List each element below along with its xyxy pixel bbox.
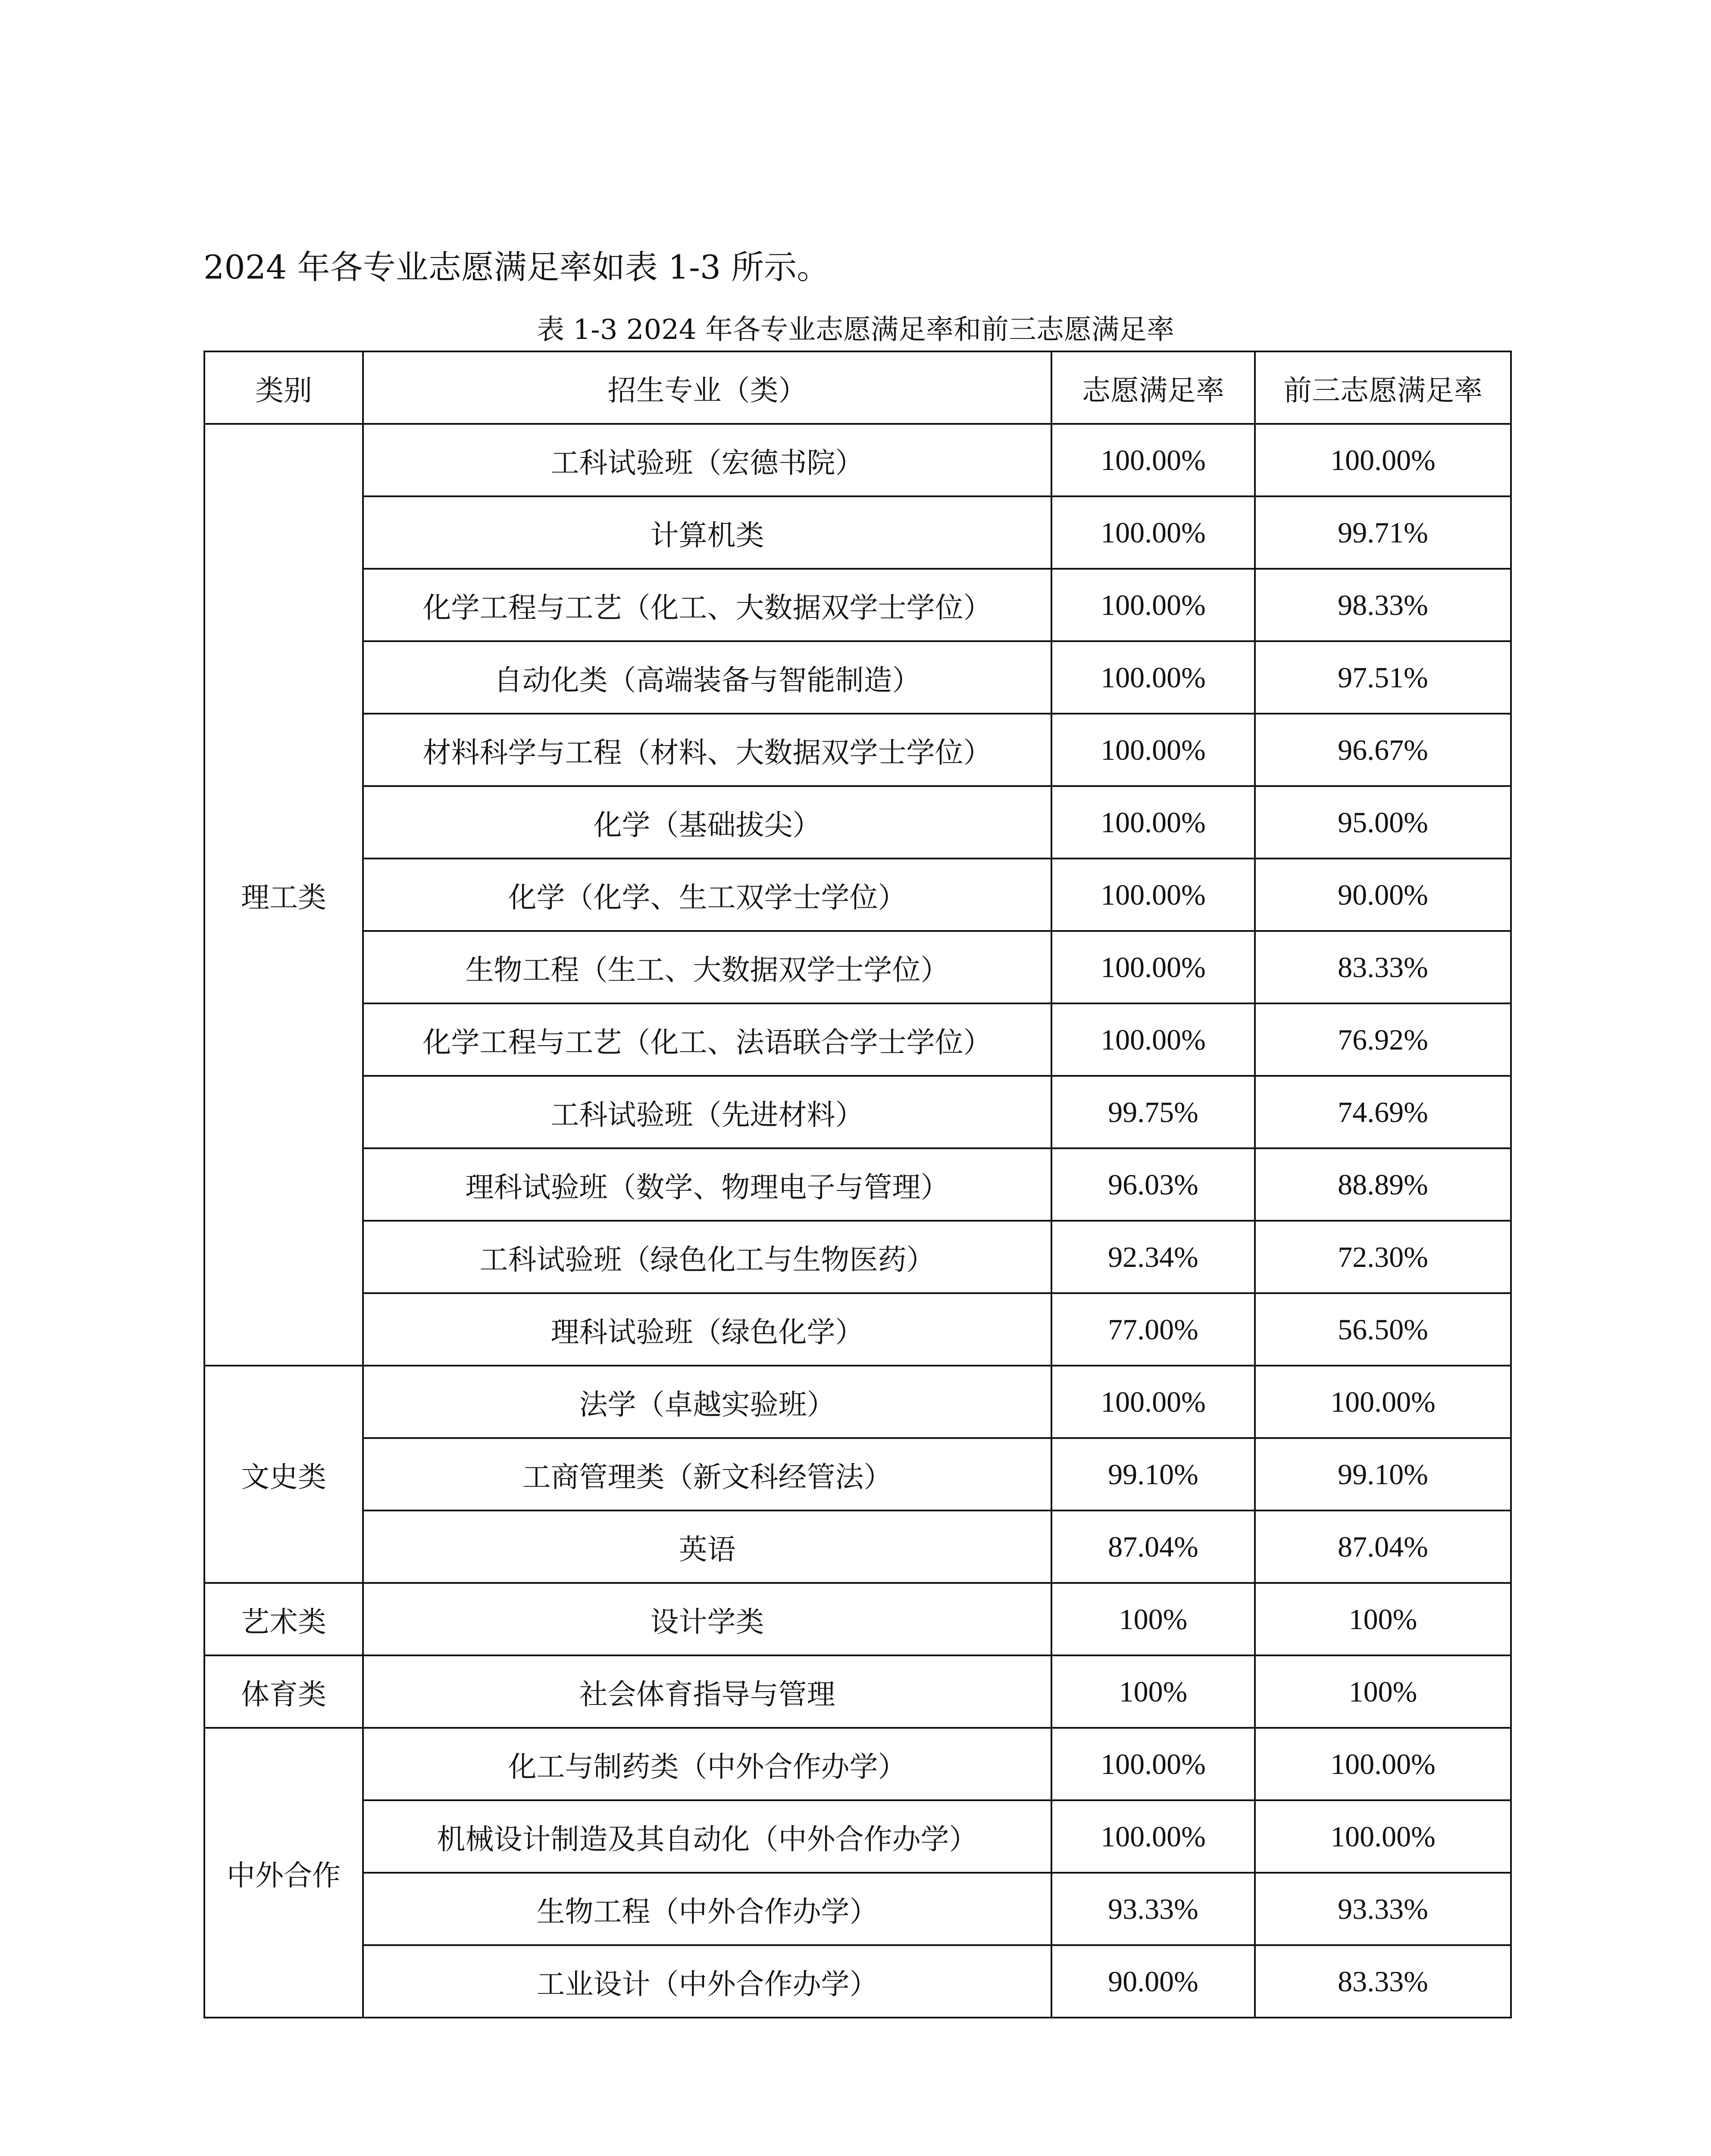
top3-rate-cell: 93.33%: [1255, 1873, 1511, 1945]
major-cell: 自动化类（高端装备与智能制造）: [363, 641, 1051, 714]
table-row: [204, 1583, 1511, 1655]
rate-cell: 100.00%: [1051, 1003, 1255, 1076]
category-cell: 文史类: [204, 1366, 363, 1583]
top3-rate-cell: 98.33%: [1255, 569, 1511, 641]
top3-rate-cell: 100%: [1255, 1655, 1511, 1728]
top3-rate-cell: 100.00%: [1255, 424, 1511, 496]
top3-rate-cell: 72.30%: [1255, 1221, 1511, 1293]
table-caption: 表 1-3 2024 年各专业志愿满足率和前三志愿满足率: [537, 314, 1174, 346]
rate-cell: 99.75%: [1051, 1076, 1255, 1148]
major-cell: 社会体育指导与管理: [363, 1655, 1051, 1728]
major-cell: 化学工程与工艺（化工、大数据双学士学位）: [363, 569, 1051, 641]
table-row: [204, 1366, 1511, 1438]
major-cell: 计算机类: [363, 496, 1051, 569]
rate-cell: 100.00%: [1051, 424, 1255, 496]
table-row: [204, 1293, 1511, 1366]
rate-cell: 96.03%: [1051, 1148, 1255, 1221]
rate-cell: 100.00%: [1051, 496, 1255, 569]
rate-cell: 100.00%: [1051, 569, 1255, 641]
major-cell: 工业设计（中外合作办学）: [363, 1945, 1051, 2018]
major-cell: 生物工程（生工、大数据双学士学位）: [363, 931, 1051, 1003]
top3-rate-cell: 88.89%: [1255, 1148, 1511, 1221]
table-row: [204, 496, 1511, 569]
major-cell: 化工与制药类（中外合作办学）: [363, 1728, 1051, 1800]
major-cell: 设计学类: [363, 1583, 1051, 1655]
table-row: [204, 1800, 1511, 1873]
table-row: [204, 1655, 1511, 1728]
category-cell: 理工类: [204, 424, 363, 1366]
rate-cell: 90.00%: [1051, 1945, 1255, 2018]
header-category: 类别: [204, 351, 363, 424]
top3-rate-cell: 100.00%: [1255, 1366, 1511, 1438]
intro-paragraph: 2024 年各专业志愿满足率如表 1-3 所示。: [203, 248, 830, 286]
top3-rate-cell: 83.33%: [1255, 931, 1511, 1003]
top3-rate-cell: 74.69%: [1255, 1076, 1511, 1148]
major-cell: 工科试验班（宏德书院）: [363, 424, 1051, 496]
major-cell: 工科试验班（绿色化工与生物医药）: [363, 1221, 1051, 1293]
top3-rate-cell: 99.71%: [1255, 496, 1511, 569]
admission-rate-table: [203, 351, 1512, 2018]
table-row: [204, 641, 1511, 714]
table-row: [204, 1221, 1511, 1293]
major-cell: 机械设计制造及其自动化（中外合作办学）: [363, 1800, 1051, 1873]
rate-cell: 92.34%: [1051, 1221, 1255, 1293]
top3-rate-cell: 100.00%: [1255, 1800, 1511, 1873]
rate-cell: 77.00%: [1051, 1293, 1255, 1366]
rate-cell: 100.00%: [1051, 859, 1255, 931]
major-cell: 生物工程（中外合作办学）: [363, 1873, 1051, 1945]
top3-rate-cell: 100.00%: [1255, 1728, 1511, 1800]
major-cell: 化学（基础拔尖）: [363, 786, 1051, 859]
major-cell: 工商管理类（新文科经管法）: [363, 1438, 1051, 1510]
rate-cell: 93.33%: [1051, 1873, 1255, 1945]
table-row: [204, 859, 1511, 931]
major-cell: 化学工程与工艺（化工、法语联合学士学位）: [363, 1003, 1051, 1076]
table-row: [204, 1945, 1511, 2018]
table-row: [204, 1148, 1511, 1221]
rate-cell: 100.00%: [1051, 1800, 1255, 1873]
table-row: [204, 424, 1511, 496]
table-row: [204, 1873, 1511, 1945]
top3-rate-cell: 97.51%: [1255, 641, 1511, 714]
table-row: [204, 786, 1511, 859]
table-row: [204, 1076, 1511, 1148]
top3-rate-cell: 95.00%: [1255, 786, 1511, 859]
category-cell: 中外合作: [204, 1728, 363, 2018]
header-major: 招生专业（类）: [363, 351, 1051, 424]
table-header-row: [204, 351, 1511, 424]
rate-cell: 100.00%: [1051, 931, 1255, 1003]
header-top3-rate: 前三志愿满足率: [1255, 351, 1511, 424]
table-row: [204, 1728, 1511, 1800]
major-cell: 工科试验班（先进材料）: [363, 1076, 1051, 1148]
major-cell: 法学（卓越实验班）: [363, 1366, 1051, 1438]
header-rate: 志愿满足率: [1051, 351, 1255, 424]
rate-cell: 100.00%: [1051, 1728, 1255, 1800]
top3-rate-cell: 87.04%: [1255, 1510, 1511, 1583]
category-cell: 艺术类: [204, 1583, 363, 1655]
table-row: [204, 1438, 1511, 1510]
category-cell: 体育类: [204, 1655, 363, 1728]
rate-cell: 100%: [1051, 1655, 1255, 1728]
top3-rate-cell: 83.33%: [1255, 1945, 1511, 2018]
rate-cell: 100.00%: [1051, 786, 1255, 859]
rate-cell: 87.04%: [1051, 1510, 1255, 1583]
top3-rate-cell: 96.67%: [1255, 714, 1511, 786]
top3-rate-cell: 56.50%: [1255, 1293, 1511, 1366]
rate-cell: 100%: [1051, 1583, 1255, 1655]
table-body: [204, 424, 1511, 2018]
major-cell: 材料科学与工程（材料、大数据双学士学位）: [363, 714, 1051, 786]
major-cell: 化学（化学、生工双学士学位）: [363, 859, 1051, 931]
major-cell: 理科试验班（绿色化学）: [363, 1293, 1051, 1366]
table-row: [204, 931, 1511, 1003]
major-cell: 理科试验班（数学、物理电子与管理）: [363, 1148, 1051, 1221]
top3-rate-cell: 99.10%: [1255, 1438, 1511, 1510]
table-row: [204, 1510, 1511, 1583]
top3-rate-cell: 90.00%: [1255, 859, 1511, 931]
rate-cell: 100.00%: [1051, 641, 1255, 714]
top3-rate-cell: 100%: [1255, 1583, 1511, 1655]
table-row: [204, 1003, 1511, 1076]
rate-cell: 100.00%: [1051, 714, 1255, 786]
top3-rate-cell: 76.92%: [1255, 1003, 1511, 1076]
table-row: [204, 569, 1511, 641]
table-row: [204, 714, 1511, 786]
rate-cell: 99.10%: [1051, 1438, 1255, 1510]
rate-cell: 100.00%: [1051, 1366, 1255, 1438]
major-cell: 英语: [363, 1510, 1051, 1583]
